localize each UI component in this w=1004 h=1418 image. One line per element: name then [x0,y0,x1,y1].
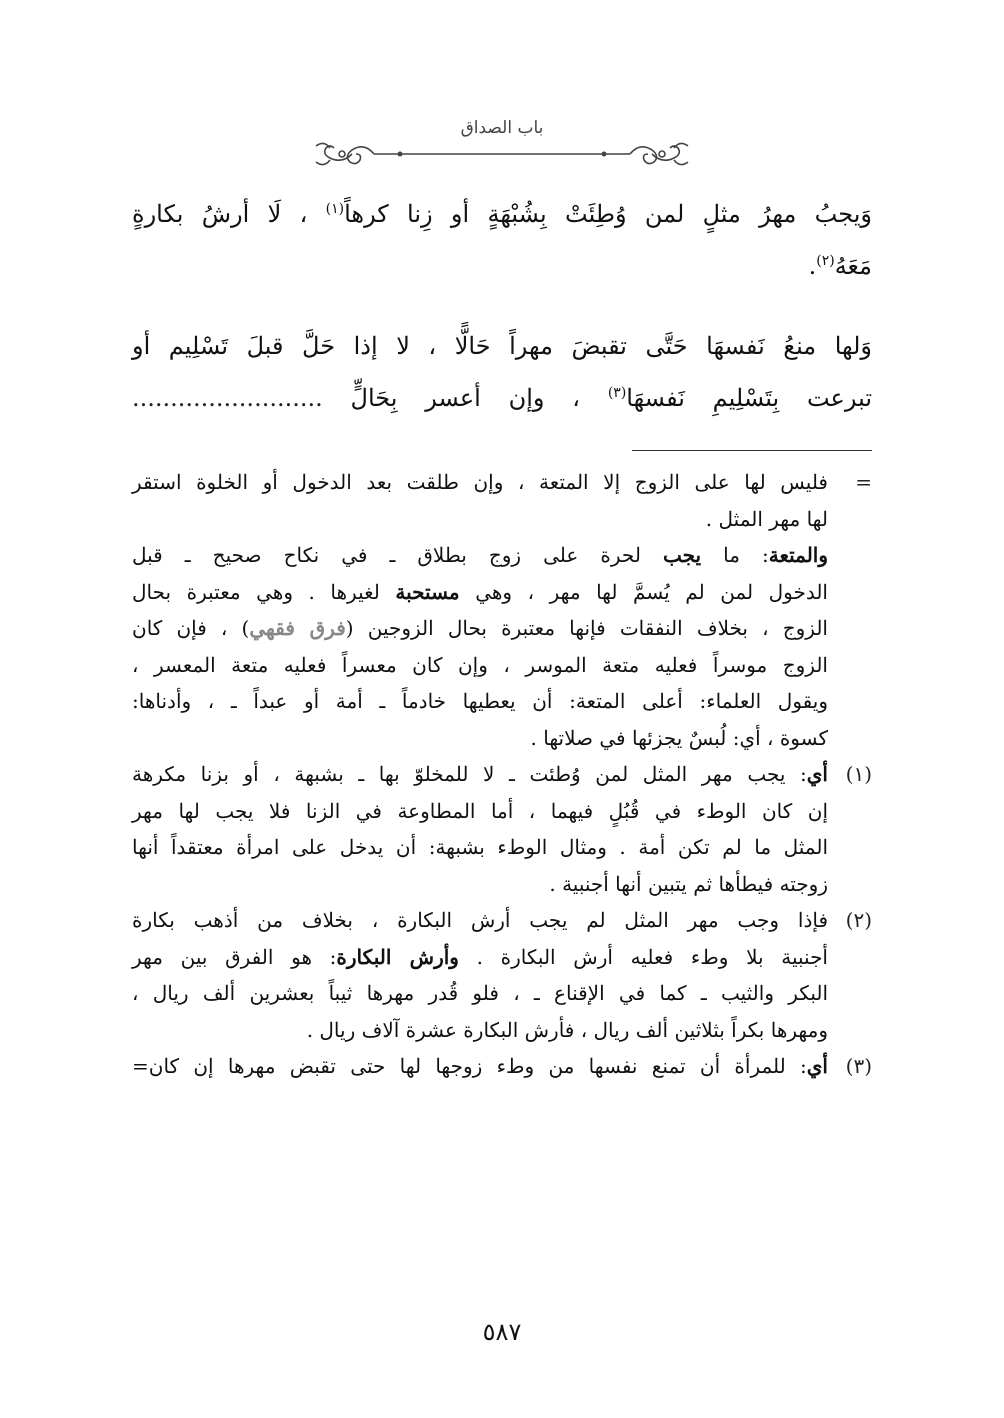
main-text-span: ، لَا أرشُ بكارةٍ [132,200,308,228]
footnote-line: ومهرها بكراً بثلاثين ألف ريال ، فأرش البكارة عشرة آلاف ريال . [306,1017,828,1042]
footnote-number: (١) [845,762,872,786]
text-span: الزوج ، بخلاف النفقات فإنها معتبرة بحال الزوجين ( [345,616,828,640]
footnote-line [132,1048,828,1085]
footnotes [132,464,872,1085]
footnote-ref-2[interactable]: (٢) [816,253,835,269]
bold-term: أي [806,762,828,786]
footnote-number: (٣) [845,1054,872,1078]
jurisprudential-difference-label: فرق فقهي [249,616,346,640]
main-text-span: تبرعت بِتَسْلِيمِ نَفسهَا [626,384,872,412]
footnote-number: (٢) [845,908,872,932]
footnote-2 [132,902,872,1048]
footnote-ref-1[interactable]: (١) [325,201,345,217]
footnote-line: فإذا وجب مهر المثل لم يجب أرش البكارة ، بخلاف من أذهب بكارة [132,908,828,932]
text-span: : يجب مهر المثل لمن وُطئت ـ لا للمخلوّ بها ـ بشبهة ، أو بزنا مكرهة [132,762,807,786]
footnote-continuation [132,464,872,537]
chapter-title: باب الصداق [460,118,544,138]
footnote-line: لها مهر المثل . [705,506,828,531]
text-span: : للمرأة أن تمنع نفسها من وطء زوجها لها حتى تقبض مهرها إن كان= [132,1054,807,1078]
footnote-line: كسوة ، أي: لُبسٌ يجزئها في صلاتها . [530,725,828,750]
page-header [0,112,1004,172]
bold-term: أي [806,1054,828,1078]
main-paragraph-2-line-1: وَلها منعُ نَفسهَا حَتَّى تقبضَ مهراً حَالًّا ، لا إذا حَلَّ قبلَ تَسْلِيم أو [132,332,872,360]
main-paragraph-1-line-1 [132,188,872,240]
footnote-line [132,610,828,647]
text-span: لحرة على زوج بطلاق ـ في نكاح صحيح ـ قبل [132,543,641,567]
bold-term: يجب [662,543,702,567]
footnote-line [132,537,828,574]
header-ornament-icon [312,134,692,174]
bold-term: مستحبة [395,579,460,604]
footnote-line [132,939,828,976]
main-text-span: مَعَهُ [834,252,872,280]
text-span: الدخول لمن لم يُسمَّ لها مهر ، وهي [475,579,828,604]
text-span: ) ، فإن كان [132,616,250,640]
footnote-1 [132,756,872,902]
footnote-separator [632,450,872,451]
footnote-line: ويقول العلماء: أعلى المتعة: أن يعطيها خادماً ـ أمة أو عبداً ـ ، وأدناها: [132,689,828,713]
text-span: : ما [723,543,769,567]
footnote-line: إن كان الوطء في قُبُلٍ فيهما ، أما المطاوعة في الزنا فلا يجب لها مهر [132,798,828,823]
page-number: ٥٨٧ [482,1318,522,1346]
footnote-line: البكر والثيب ـ كما في الإقناع ـ ، فلو قُدر مهرها ثيباً بعشرين ألف ريال ، [132,981,829,1005]
footnote-line [132,756,828,793]
main-text-span: وَيجبُ مهرُ مثلٍ لمن وُطِئَتْ بِشُبْهَةٍ أو زِنا كرهاً [344,200,872,228]
footnote-3 [132,1048,872,1085]
footnote-line: المثل ما لم تكن أمة . ومثال الوطء بشبهة: أن يدخل على امرأة معتقداً أنها [132,835,829,859]
defined-term: والمتعة [768,543,828,567]
main-text-span: . [808,252,817,280]
continuation-marker: = [855,470,872,494]
text-span: : هو الفرق بين مهر [132,944,337,969]
footnote-ref-3[interactable]: (٣) [607,385,627,401]
main-paragraph-1-line-2 [132,240,872,292]
footnote-line [132,574,828,611]
main-paragraph-2-line-2 [132,372,872,424]
mutah-definition [132,537,872,756]
main-text [132,188,872,424]
text-span: أجنبية بلا وطء فعليه أرش البكارة . [476,944,828,969]
footnote-line: الزوج موسراً فعليه متعة الموسر ، وإن كان معسراً فعليه متعة المعسر ، [132,652,828,677]
footnote-line: زوجته فيطأها ثم يتبين أنها أجنبية . [549,871,828,896]
continuation-dots: ......................... [132,384,323,412]
footnote-line: فليس لها على الزوج إلا المتعة ، وإن طلقت بعد الدخول أو الخلوة استقر [132,470,828,494]
text-span: لغيرها . وهي معتبرة بحال [132,579,380,604]
bold-term: وأرش البكارة [336,944,459,969]
main-text-span: ، وإن أعسر بِحَالٍّ [350,384,581,412]
